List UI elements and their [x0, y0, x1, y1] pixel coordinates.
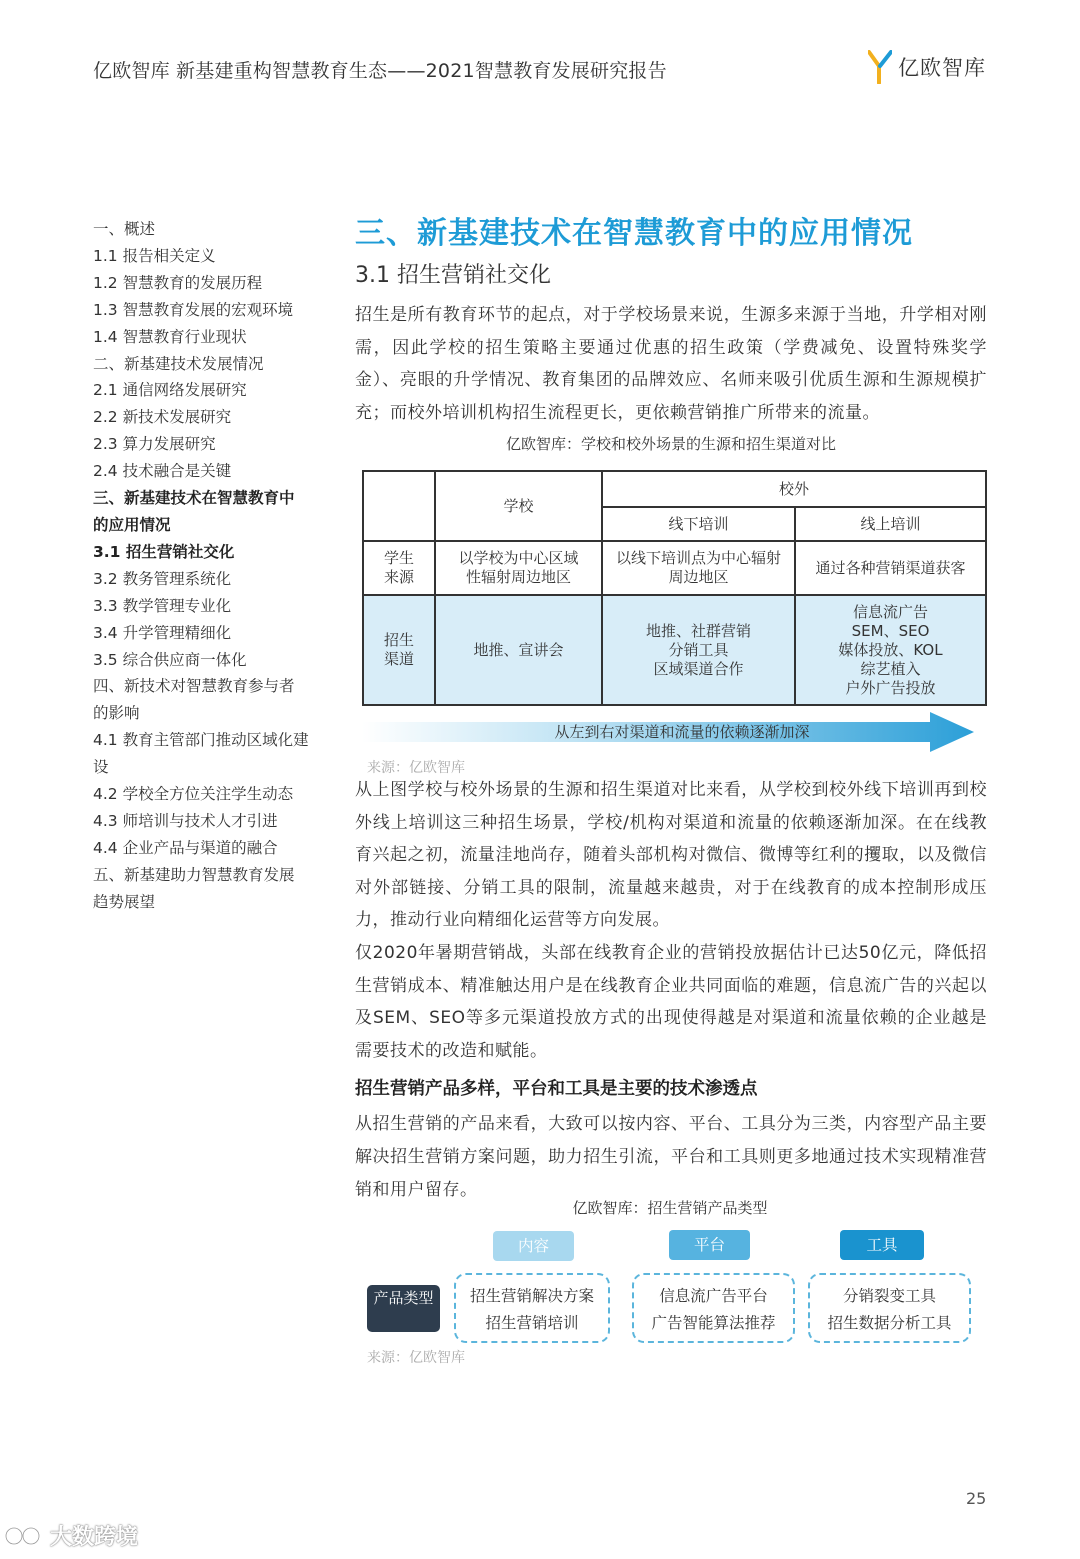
figure2-caption: 亿欧智库：招生营销产品类型 [572, 1199, 768, 1217]
watermark [4, 1520, 138, 1551]
watermark-text: 大数跨境 [50, 1525, 139, 1550]
toc-item[interactable]: 3.2 教务管理系统化 [93, 569, 232, 588]
tool-products-box [808, 1273, 971, 1343]
intro-paragraph: 招生是所有教育环节的起点，对于学校场景来说，生源多来源于当地，升学相对刚需，因此学校的招生策略主要通过优惠的招生政策（学费减免、设置特殊奖学金）、亮眼的升学情况、教育集团的品牌效应、名师来吸引优质生源和生源规模扩充；而校外培训机构招生流程更长，更依赖营销推广所带来的流量。 [355, 305, 987, 423]
toc-item[interactable]: 的应用情况 [93, 515, 171, 534]
category-tool-pill: 工具 [840, 1230, 924, 1260]
page-number: 25 [966, 1489, 987, 1508]
toc-item[interactable]: 2.1 通信网络发展研究 [93, 381, 247, 400]
budget-paragraph: 仅2020年暑期营销战，头部在线教育企业的营销投放据估计已达50亿元，降低招生营销成本、精准触达用户是在线教育企业共同面临的难题，信息流广告的兴起以及SEM、SEO等多元渠道投放方式的出现使得越是对渠道和流量依赖的企业越是需要技术的改造和赋能。 [355, 942, 987, 1061]
product-type-label: 产品类型 [367, 1285, 440, 1332]
category-platform-pill: 平台 [669, 1230, 750, 1260]
channel-online-item: 媒体投放、KOL [838, 640, 943, 659]
category-content-pill: 内容 [493, 1231, 574, 1261]
cell-channel-online [795, 595, 986, 705]
toc-item[interactable]: 二、新基建技术发展情况 [93, 354, 264, 373]
toc-item[interactable]: 五、新基建助力智慧教育发展 [93, 865, 295, 884]
toc-item[interactable]: 4.1 教育主管部门推动区域化建 [93, 731, 309, 750]
toc-item[interactable]: 4.4 企业产品与渠道的融合 [93, 838, 278, 857]
dependency-arrow [362, 712, 987, 752]
toc-item[interactable]: 3.5 综合供应商一体化 [93, 650, 247, 669]
product-item: 广告智能算法推荐 [651, 1314, 776, 1332]
toc-item[interactable]: 4.2 学校全方位关注学生动态 [93, 785, 294, 804]
bold-heading: 招生营销产品多样，平台和工具是主要的技术渗透点 [355, 1079, 758, 1100]
watermark-logo-icon [4, 1524, 44, 1548]
channel-offline-item: 地推、社群营销 [645, 621, 751, 640]
channel-online-item: 综艺植入 [860, 659, 921, 678]
toc-item[interactable]: 一、概述 [93, 220, 156, 238]
product-paragraph: 从招生营销的产品来看，大致可以按内容、平台、工具分为三类，内容型产品主要解决招生营销方案问题，助力招生引流，平台和工具则更多地通过技术实现精准营销和用户留存。 [355, 1114, 987, 1200]
toc-item[interactable]: 2.3 算力发展研究 [93, 435, 216, 454]
source-note-2: 来源：亿欧智库 [367, 1350, 465, 1366]
product-item: 信息流广告平台 [659, 1287, 768, 1305]
product-item: 分销裂变工具 [842, 1287, 936, 1305]
header-school: 学校 [435, 471, 602, 541]
channel-offline-item: 区域渠道合作 [653, 659, 744, 678]
channel-comparison-table [362, 470, 987, 706]
report-header-title: 亿欧智库 新基建重构智慧教育生态——2021智慧教育发展研究报告 [93, 60, 667, 82]
toc-item[interactable]: 3.4 升学管理精细化 [93, 623, 232, 642]
toc-item[interactable]: 3.1 招生营销社交化 [93, 542, 235, 561]
header-online: 线上培训 [795, 507, 986, 541]
toc-item[interactable]: 2.4 技术融合是关键 [93, 462, 232, 481]
toc-item[interactable]: 1.1 报告相关定义 [93, 246, 216, 265]
analysis-paragraph: 从上图学校与校外场景的生源和招生渠道对比来看，从学校到校外线下培训再到校外线上培训这三种招生场景，学校/机构对渠道和流量的依赖逐渐加深。在在线教育兴起之初，流量洼地尚存，随着头部机构对微信、微博等红利的攫取，以及微信对外部链接、分销工具的限制，流量越来越贵，对于在线教育的成本控制形成压力，推动行业向精细化运营等方向发展。 [355, 780, 987, 931]
content-products-box [454, 1273, 610, 1343]
cell-channel-school: 地推、宣讲会 [435, 595, 602, 705]
table-of-contents [93, 216, 321, 916]
header-offcampus: 校外 [602, 471, 986, 507]
row-label-channel: 招生渠道 [363, 595, 435, 705]
section-title: 三、新基建技术在智慧教育中的应用情况 [355, 216, 913, 251]
main-content [355, 208, 987, 454]
figure1-caption: 亿欧智库：学校和校外场景的生源和招生渠道对比 [505, 435, 836, 454]
toc-item[interactable]: 设 [93, 758, 109, 777]
toc-item[interactable]: 2.2 新技术发展研究 [93, 408, 232, 427]
product-item: 招生数据分析工具 [827, 1314, 952, 1332]
product-item: 招生营销培训 [485, 1314, 579, 1332]
channel-offline-item: 分销工具 [668, 640, 729, 659]
cell-source-school: 以学校为中心区域性辐射周边地区 [435, 541, 602, 595]
toc-item[interactable]: 四、新技术对智慧教育参与者 [93, 677, 295, 696]
row-label-source: 学生来源 [363, 541, 435, 595]
analysis-block [355, 774, 987, 1206]
toc-item[interactable]: 的影响 [93, 704, 140, 723]
channel-online-item: SEM、SEO [851, 621, 930, 640]
product-item: 招生营销解决方案 [469, 1287, 594, 1305]
source-note-1: 来源：亿欧智库 [367, 760, 465, 776]
platform-products-box [632, 1273, 795, 1343]
toc-item[interactable]: 1.3 智慧教育发展的宏观环境 [93, 300, 294, 319]
toc-item[interactable]: 1.2 智慧教育的发展历程 [93, 273, 263, 292]
logo-y-icon [868, 50, 892, 84]
toc-item[interactable]: 1.4 智慧教育行业现状 [93, 327, 247, 346]
cell-channel-offline [602, 595, 795, 705]
channel-online-item: 户外广告投放 [845, 678, 936, 697]
arrow-label: 从左到右对渠道和流量的依赖逐渐加深 [554, 723, 810, 741]
toc-item[interactable]: 三、新基建技术在智慧教育中 [93, 489, 295, 508]
cell-source-online: 通过各种营销渠道获客 [795, 541, 986, 595]
header-offline: 线下培训 [602, 507, 795, 541]
table-corner-cell [363, 471, 435, 541]
channel-online-item: 信息流广告 [852, 602, 928, 621]
subsection-title: 3.1 招生营销社交化 [355, 263, 551, 288]
logo-text: 亿欧智库 [898, 56, 986, 80]
brand-logo [868, 50, 986, 84]
toc-item[interactable]: 4.3 师培训与技术人才引进 [93, 811, 278, 830]
cell-source-offline: 以线下培训点为中心辐射周边地区 [602, 541, 795, 595]
toc-item[interactable]: 3.3 教学管理专业化 [93, 596, 232, 615]
toc-item[interactable]: 趋势展望 [93, 892, 156, 911]
